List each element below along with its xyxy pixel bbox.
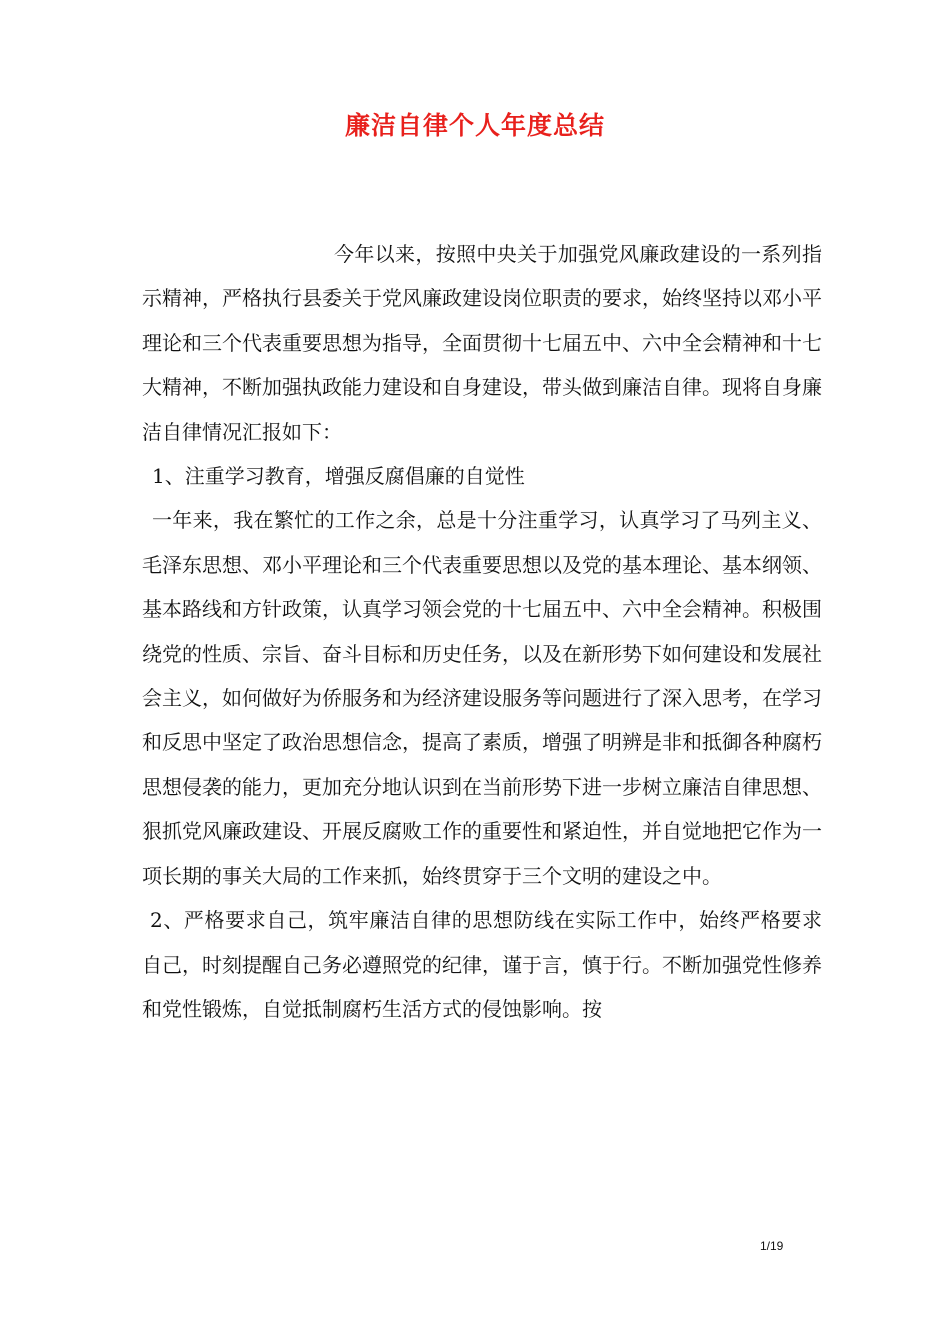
paragraph-intro: 今年以来，按照中央关于加强党风廉政建设的一系列指示精神，严格执行县委关于党风廉政建设岗位职责的要求，始终坚持以邓小平理论和三个代表重要思想为指导，全面贯彻十七届五中、六中全会精神和十七大精神，不断加强执政能力建设和自身建设，带头做到廉洁自律。现将自身廉洁自律情况汇报如下：	[142, 242, 822, 444]
section-heading-1: 1、注重学习教育，增强反腐倡廉的自觉性	[152, 464, 525, 489]
page-title: 廉洁自律个人年度总结	[344, 111, 605, 140]
page-number: 1/19	[760, 1239, 784, 1253]
document-body	[142, 232, 822, 1031]
paragraph-section-1: 一年来，我在繁忙的工作之余，总是十分注重学习，认真学习了马列主义、毛泽东思想、邓小平理论和三个代表重要思想以及党的基本理论、基本纲领、基本路线和方针政策，认真学习领会党的十七届五中、六中全会精神。积极围绕党的性质、宗旨、奋斗目标和历史任务，以及在新形势下如何建设和发展社会主义，如何做好为侨服务和为经济建设服务等问题进行了深入思考，在学习和反思中坚定了政治思想信念，提高了素质，增强了明辨是非和抵御各种腐朽思想侵袭的能力，更加充分地认识到在当前形势下进一步树立廉洁自律思想、狠抓党风廉政建设、开展反腐败工作的重要性和紧迫性，并自觉地把它作为一项长期的事关大局的工作来抓，始终贯穿于三个文明的建设之中。	[142, 508, 822, 888]
section-heading-2: 2、严格要求自己，筑牢廉洁自律的思想防线在实际工作中，始终严格要求自己，时刻提醒自己务必遵照党的纪律，谨于言，慎于行。不断加强党性修养和党性锻炼，自觉抵制腐朽生活方式的侵蚀影响。按	[142, 908, 822, 1021]
